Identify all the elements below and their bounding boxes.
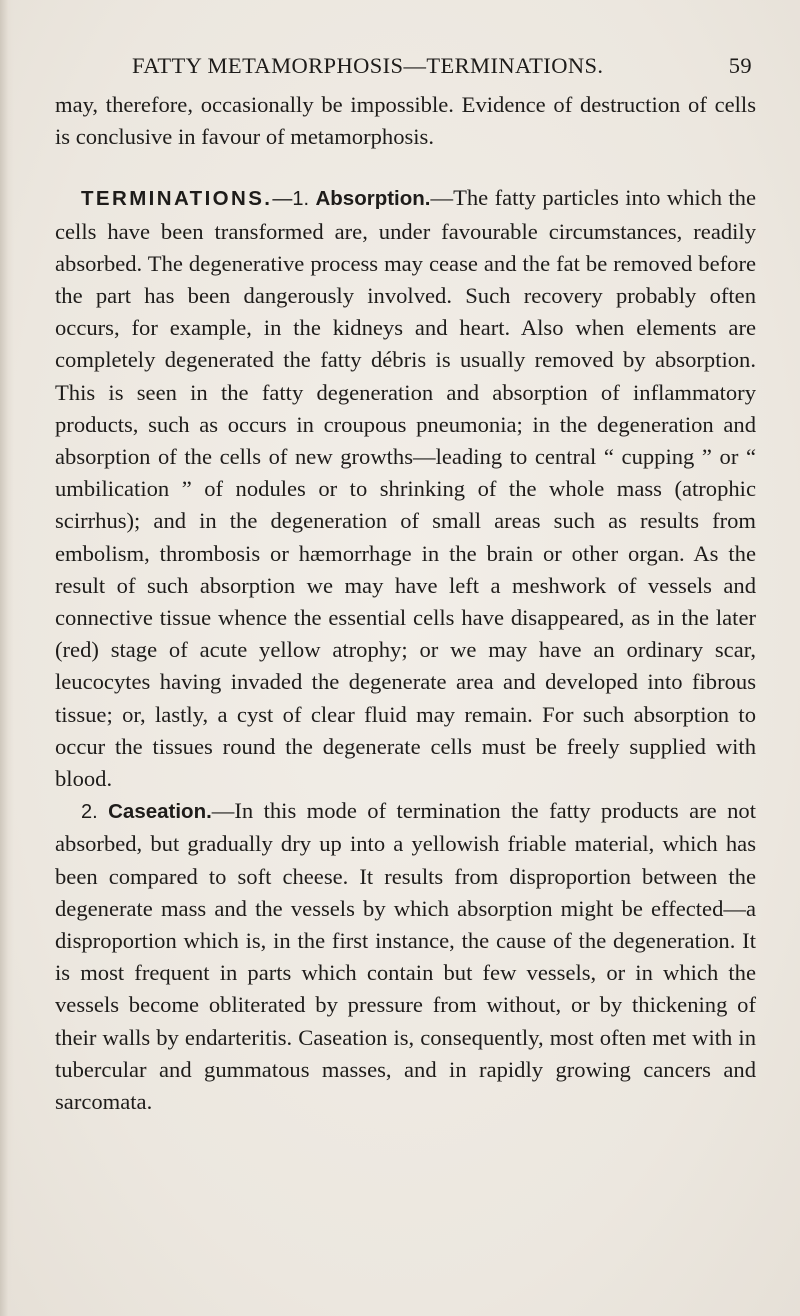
paragraph-text: may, therefore, occasionally be impossible. Evidence of destruction of cells is conclusive in favour of metamorphosis. [55,92,756,150]
paragraph-caseation [55,795,756,1118]
paragraph-text: —The fatty particles into which the cells have been transformed are, under favourable circumstances, readily absorbed. The degenerative process may cease and the fat be removed before the part has been dangerously involved. Such recovery probably often occurs, for example, in the kidneys and heart. Also when elements are completely degenerated the fatty débris is usually removed by absorption. This is seen in the fatty degeneration and absorption of inflammatory products, such as occurs in croupous pneumonia; in the degeneration and absorption of the cells of new growths—leading to central “ cupping ” or “ umbilication ” of nodules or to shrinking of the whole mass (atrophic scirrhus); and in the degeneration of small areas such as results from embolism, thrombosis or hæmorrhage in the brain or other organ. As the result of such absorption we may have left a meshwork of vessels and connective tissue whence the essential cells have disappeared, as in the later (red) stage of acute yellow atrophy; or we may have an ordinary scar, leucocytes having invaded the degenerate area and developed into fibrous tissue; or, lastly, a cyst of clear fluid may remain. For such absorption to occur the tissues round the degenerate cells must be freely supplied with blood. [55,185,756,792]
paragraph-continuation [55,89,756,153]
section-heading: TERMINATIONS. [81,187,273,211]
body-text [55,89,756,1118]
page-edge-shadow [0,0,14,1316]
section-number: —1. [272,188,310,211]
subsection-number: 2. [81,801,98,824]
page-number: 59 [728,53,752,78]
subsection-heading-absorption: Absorption. [315,187,431,211]
running-head [132,53,752,85]
paragraph-terminations [55,182,756,795]
subsection-heading-caseation: Caseation. [108,800,212,824]
running-title: FATTY METAMORPHOSIS—TERMINATIONS. [132,53,604,78]
paragraph-text: —In this mode of termination the fatty products are not absorbed, but gradually dry up into a yellowish friable material, which has been compared to soft cheese. It results from disproportion between the degenerate mass and the vessels by which absorption might be effected—a disproportion which is, in the first instance, the cause of the degeneration. It is most frequent in parts which contain but few vessels, or in which the vessels become obliterated by pressure from without, or by thickening of their walls by endarteritis. Caseation is, consequently, most often met with in tubercular and gummatous masses, and in rapidly growing cancers and sarcomata. [55,798,756,1115]
